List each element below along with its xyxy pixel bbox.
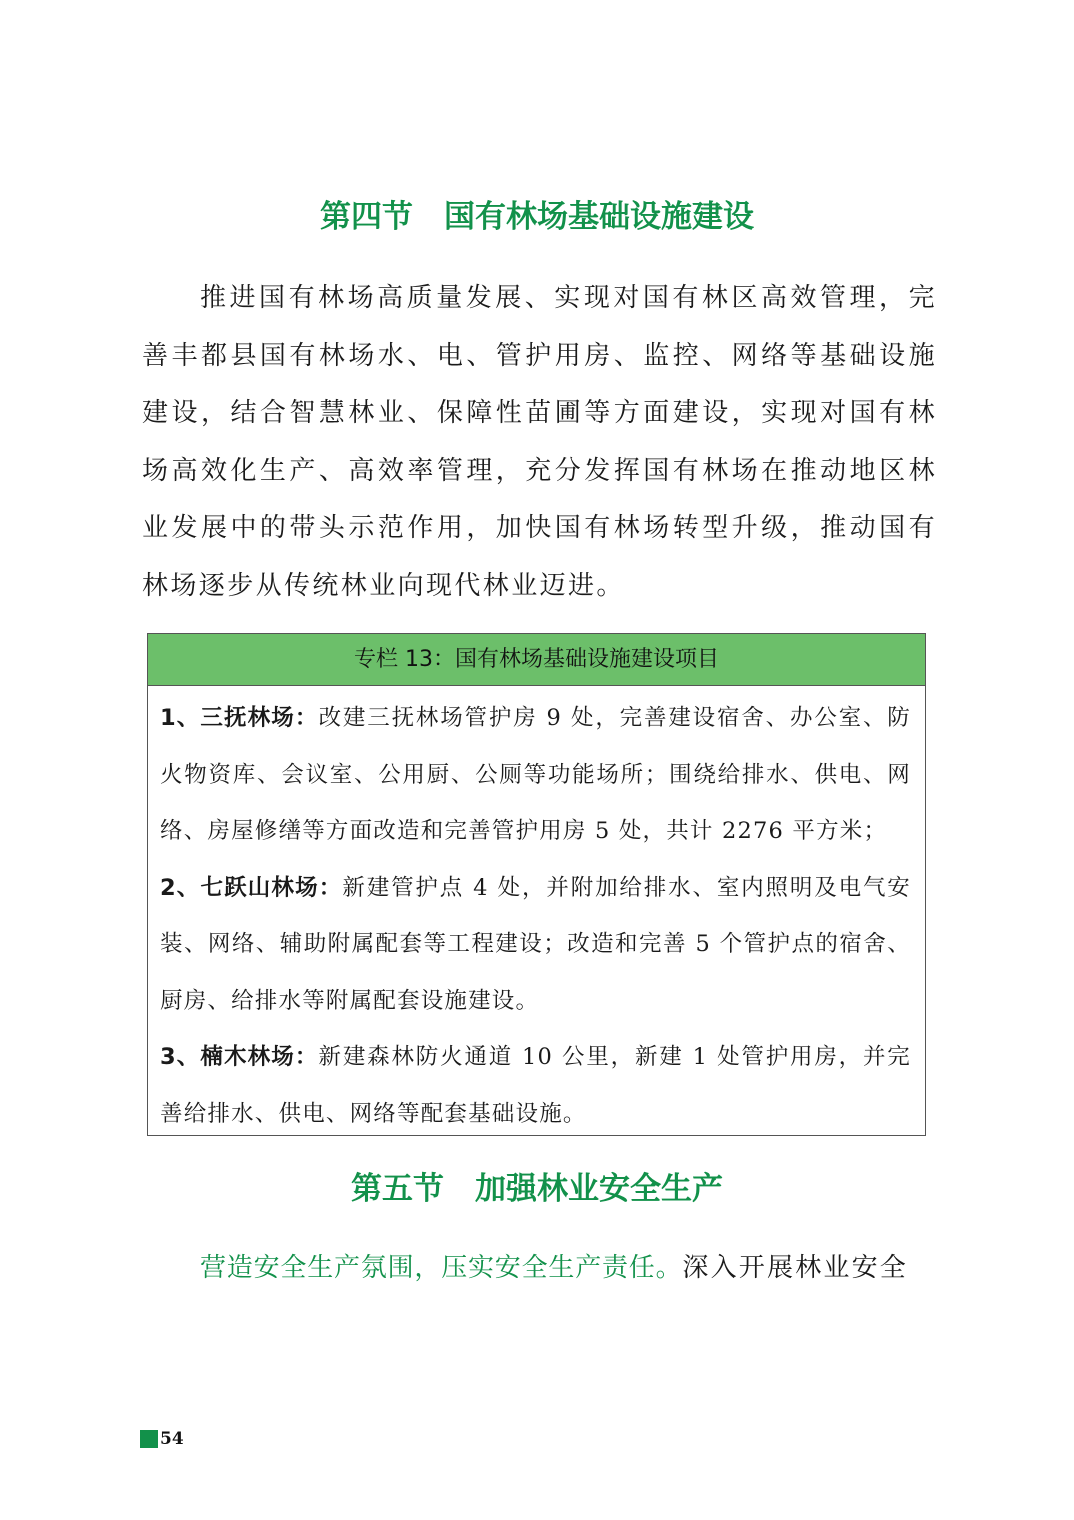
project-column-box — [147, 633, 926, 1136]
project-item — [160, 860, 911, 1030]
section-4-paragraph: 推进国有林场高质量发展、实现对国有林区高效管理，完善丰都县国有林场水、电、管护用房、监控、网络等基础设施建设，结合智慧林业、保障性苗圃等方面建设，实现对国有林场高效化生产、高效率管理，充分发挥国有林场在推动地区林业发展中的带头示范作用，加快国有林场转型升级，推动国有林场逐步从传统林业向现代林业迈进。 — [142, 283, 937, 601]
section-5-paragraph — [142, 1240, 942, 1297]
section-5-lead: 营造安全生产氛围，压实安全生产责任。 — [200, 1253, 683, 1283]
page-number-text: 54 — [160, 1429, 184, 1449]
project-item-text: 新建管护点 4 处，并附加给排水、室内照明及电气安装、网络、辅助附属配套等工程建设；改造和完善 5 个管护点的宿舍、厨房、给排水等附属配套设施建设。 — [160, 874, 911, 1014]
project-item-head: 1、三抚林场： — [160, 705, 319, 731]
section-5-text: 深入开展林业安全 — [682, 1253, 909, 1283]
project-item — [160, 690, 911, 860]
section-4-heading: 第四节 国有林场基础设施建设 — [320, 199, 754, 235]
project-item — [160, 1029, 911, 1142]
project-item-head: 2、七跃山林场： — [160, 874, 343, 901]
project-item-text: 改建三抚林场管护房 9 处，完善建设宿舍、办公室、防火物资库、会议室、公用厨、公厕等功能场所；围绕给排水、供电、网络、房屋修缮等方面改造和完善管护用房 5 处，共计 2276 平方米； — [160, 705, 912, 844]
page-marker-square-icon — [140, 1430, 158, 1448]
project-column-title: 专栏 13：国有林场基础设施建设项目 — [148, 634, 925, 686]
page-number — [140, 1429, 184, 1449]
section-5-heading: 第五节 加强林业安全生产 — [351, 1171, 723, 1207]
project-item-text: 新建森林防火通道 10 公里，新建 1 处管护用房，并完善给排水、供电、网络等配套基础设施。 — [160, 1044, 912, 1127]
project-item-head: 3、楠木林场： — [160, 1044, 319, 1070]
project-column-body — [148, 686, 925, 1142]
